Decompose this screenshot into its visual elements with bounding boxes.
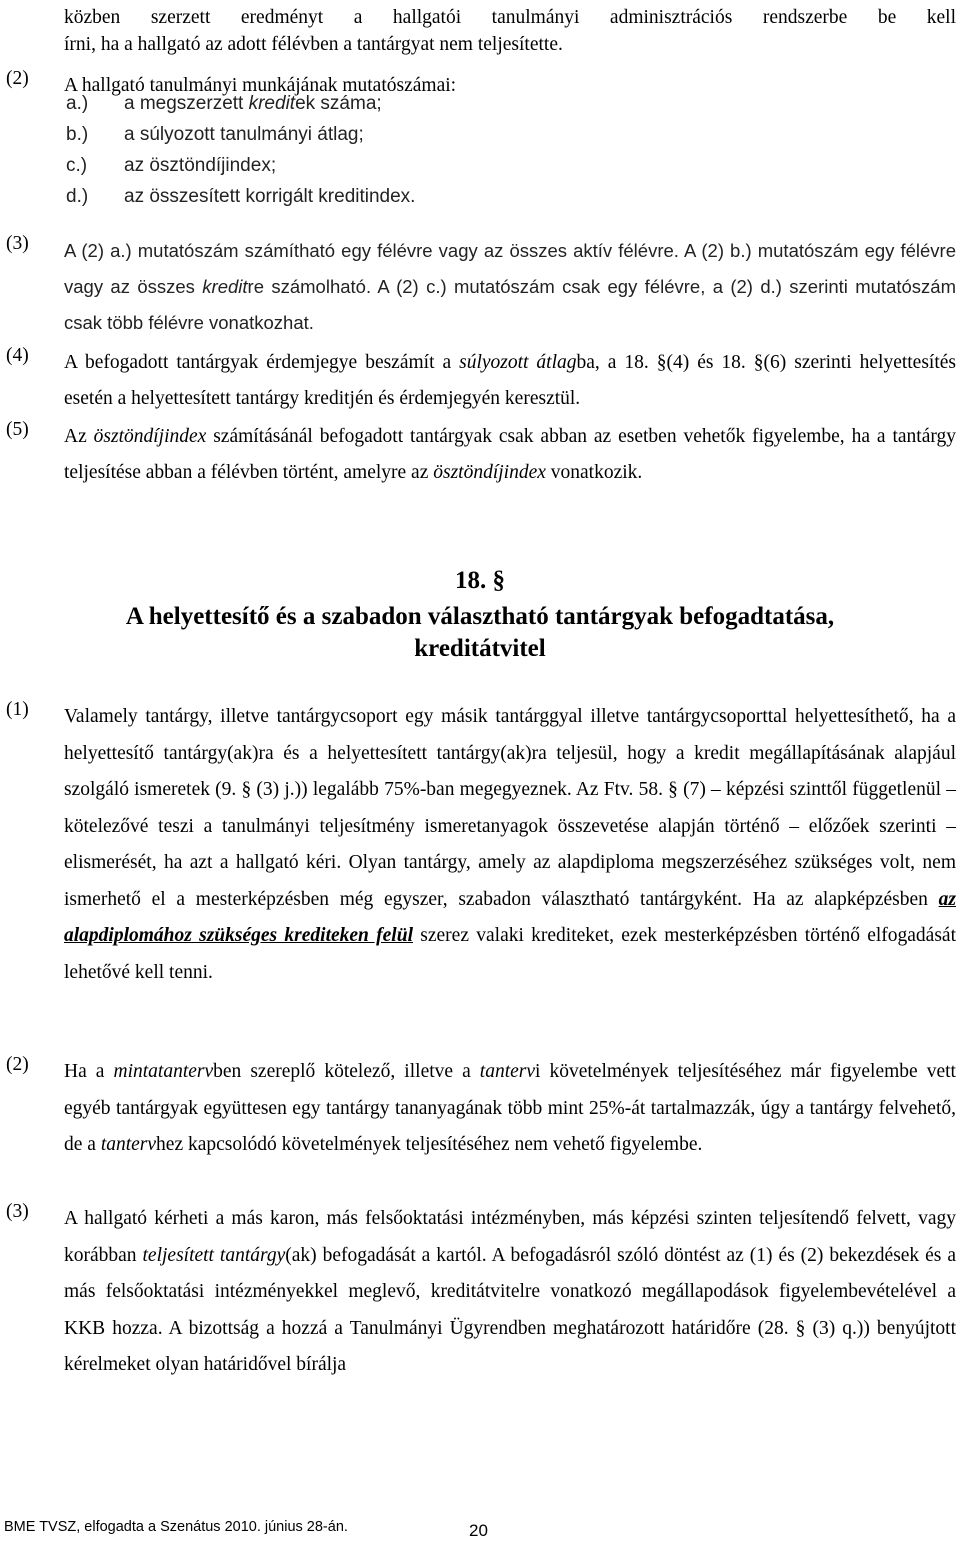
paragraph-4 xyxy=(0,345,956,417)
list-item xyxy=(66,181,415,212)
section-paragraph-3 xyxy=(0,1201,956,1384)
section-number: 18. § xyxy=(455,567,505,594)
list-label: c.) xyxy=(66,155,88,176)
list-label: d.) xyxy=(66,186,89,207)
section-paragraph-1 xyxy=(0,699,956,991)
paragraph-number: (2) xyxy=(6,68,29,89)
paragraph-number: (1) xyxy=(6,699,29,720)
paragraph-3 xyxy=(0,233,956,341)
paragraph-text: A hallgató kérheti a más karon, más felsőoktatási intézményben, más képzési szinten teljesítendő felvett, vagy korábban teljesített tantárgy(ak) befogadását a kartól. A befogadásról szóló döntést az (1) és (2) bekezdések és a más felsőoktatási intézményekkel meglevő, kreditátvitelre vonatkozó megállapodások figyelembevételével a KKB hozza. A bizottság a hozzá a Tanulmányi Ügyrendben meghatározott határidőre (28. § (3) q.)) benyújtott kérelmeket olyan határidővel bírálja xyxy=(64,1208,956,1375)
section-title-line-2: kreditátvitel xyxy=(414,635,546,662)
list-item xyxy=(66,150,415,181)
list-label: a.) xyxy=(66,93,89,114)
continuation-line-2: írni, ha a hallgató az adott félévben a tantárgyat nem teljesítette. xyxy=(64,34,563,55)
page-number: 20 xyxy=(469,1521,488,1540)
list-text: a súlyozott tanulmányi átlag; xyxy=(124,124,364,145)
continuation-line-1: közben szerzett eredményt a hallgatói tanulmányi adminisztrációs rendszerbe be kell xyxy=(64,7,956,28)
paragraph-number: (3) xyxy=(6,233,29,254)
paragraph-number: (4) xyxy=(6,345,29,366)
section-title-line-1: A helyettesítő és a szabadon választható tantárgyak befogadtatása, xyxy=(125,603,835,630)
list-item xyxy=(66,88,415,119)
footer-text: BME TVSZ, elfogadta a Szenátus 2010. június 28-án. xyxy=(4,1519,348,1535)
paragraph-text: A hallgató tanulmányi munkájának mutatószámai: xyxy=(64,75,457,96)
paragraph-text: Valamely tantárgy, illetve tantárgycsoport egy másik tantárggyal illetve tantárgycsoporttal helyettesíthető, ha a helyettesítő tantárgy(ak)ra és a helyettesített tantárgy(ak)ra teljesül, hogy a kredit megállapításának alapjául szolgáló ismeretek (9. § (3) j.)) legalább 75%-ban megegyeznek. Az Ftv. 58. § (7) – képzési szinttől függetlenül – kötelezővé teszi a tanulmányi teljesítmény ismeretanyagok összevetése alapján történő – előzőek szerinti – elismerését, ha azt a hallgató kéri. Olyan tantárgy, amely az alapdiploma megszerzéséhez szükséges volt, nem ismerhető el a mesterképzésben még egyszer, szabadon választható tantárgyként. Ha az alapképzésben az alapdiplomához szükséges krediteken felül szerez valaki krediteket, ezek mesterképzésben történő elfogadását lehetővé kell tenni. xyxy=(64,706,957,983)
paragraph-5 xyxy=(0,419,956,491)
paragraph-text: Ha a mintatantervben szereplő kötelező, illetve a tantervi követelmények teljesítéséhez már figyelembe vett egyéb tantárgyak együttesen egy tantárgy tananyagának több mint 25%-át tartalmazzák, úgy a tantárgy felvehető, de a tantervhez kapcsolódó követelmények teljesítéséhez nem vehető figyelembe. xyxy=(64,1061,956,1155)
paragraph-number: (5) xyxy=(6,419,29,440)
list-text: az ösztöndíjindex; xyxy=(124,155,277,176)
paragraph-text: A (2) a.) mutatószám számítható egy félévre vagy az összes aktív félévre. A (2) b.) mutatószám egy félévre vagy az összes kreditre számolható. A (2) c.) mutatószám csak egy félévre, a (2) d.) szerinti mutatószám csak több félévre vonatkozhat. xyxy=(64,240,956,333)
list-text: az összesített korrigált kreditindex. xyxy=(124,186,416,207)
paragraph-number: (2) xyxy=(6,1054,29,1075)
list-text: a megszerzett kreditek száma; xyxy=(124,93,382,114)
paragraph-text: A befogadott tantárgyak érdemjegye beszámít a súlyozott átlagba, a 18. §(4) és 18. §(6) szerinti helyettesítés esetén a helyettesített tantárgy kreditjén és érdemjegyén keresztül. xyxy=(64,352,957,409)
list-label: b.) xyxy=(66,124,89,145)
list-item xyxy=(66,119,415,150)
indicator-list xyxy=(66,88,415,212)
paragraph-number: (3) xyxy=(6,1201,29,1222)
section-paragraph-2 xyxy=(0,1054,956,1164)
paragraph-text: Az ösztöndíjindex számításánál befogadott tantárgyak csak abban az esetben vehetők figyelembe, ha a tantárgy teljesítése abban a félévben történt, amelyre az ösztöndíjindex vonatkozik. xyxy=(64,426,956,483)
